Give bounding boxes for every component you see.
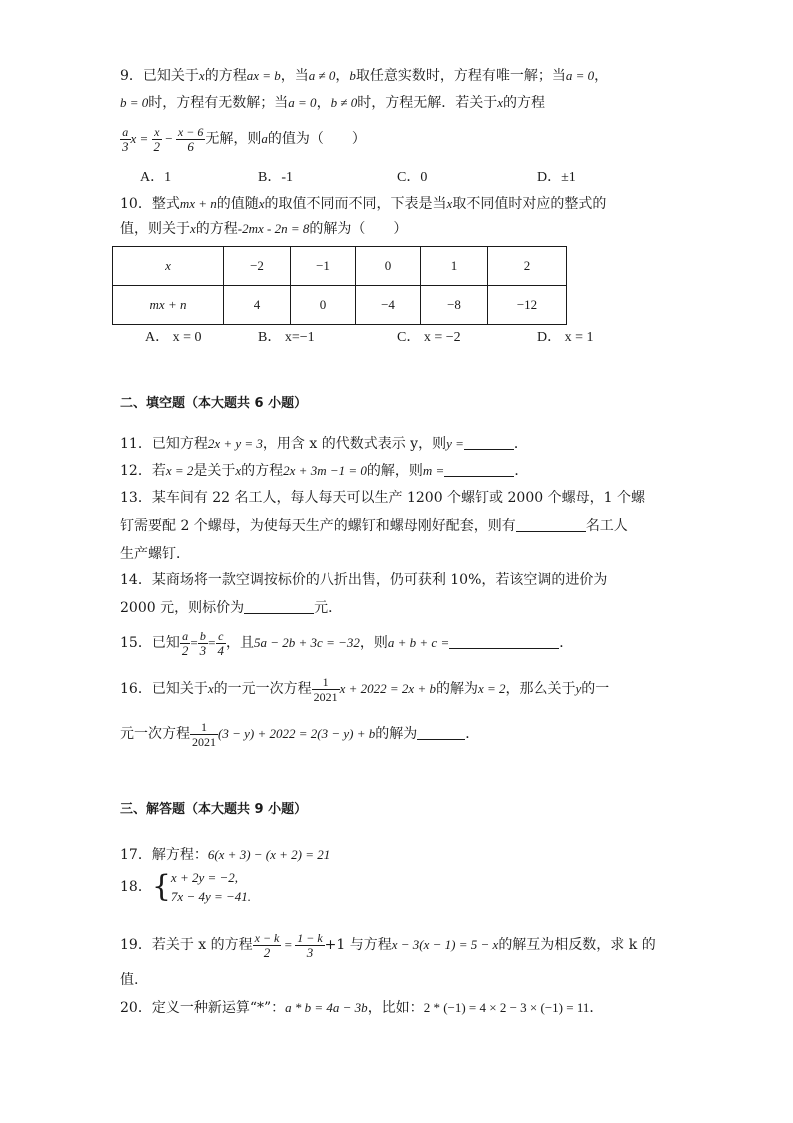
table-cell: 1: [421, 247, 488, 286]
option-d[interactable]: D．±1: [537, 170, 576, 185]
q19-line2: 值.: [120, 972, 139, 988]
table-cell: −8: [421, 286, 488, 325]
option-d[interactable]: D． x = 1: [537, 330, 594, 345]
text: 的解为: [375, 726, 418, 742]
fraction: $\frac{x - 6}{6}$: [177, 124, 204, 154]
equation: x − 3(x − 1) = 5 − x: [391, 937, 499, 952]
operator: =: [208, 635, 216, 650]
operator: =: [190, 635, 198, 650]
text: 的值随: [216, 196, 259, 212]
text: ，那么关于: [505, 681, 576, 697]
var: x: [190, 221, 196, 236]
q13-line3: 生产螺钉．: [120, 546, 190, 562]
condition: a = 0: [565, 68, 595, 83]
text: ，则: [359, 635, 388, 651]
text: 17．解方程：: [120, 847, 208, 863]
text: 11．已知方程: [120, 436, 208, 452]
var: y: [575, 681, 582, 696]
text: ，: [316, 95, 331, 111]
text: 15．已知: [120, 635, 180, 651]
table-cell: 0: [356, 247, 421, 286]
option-c[interactable]: C． x = −2: [397, 330, 461, 345]
operator: −: [162, 131, 176, 146]
text: ，比如：: [367, 1000, 424, 1016]
text: ，当: [280, 68, 309, 84]
table-cell: −4: [356, 286, 421, 325]
text: ．: [465, 726, 480, 742]
example: 2 * (−1) = 4 × 2 − 3 × (−1) = 11: [423, 1000, 590, 1015]
fraction: $\frac{1 - k}{3}$: [297, 930, 323, 960]
q19-line1: [120, 927, 656, 963]
q14-line2: [120, 598, 342, 618]
table-cell: 0: [291, 286, 356, 325]
condition: b = 0: [120, 95, 149, 110]
equation: 2x + y = 3: [207, 436, 263, 451]
q10-line2: [120, 219, 407, 239]
equation: 2x + 3m −1 = 0: [283, 463, 367, 478]
q9-options: [0, 166, 793, 186]
option-a[interactable]: A． x = 0: [145, 330, 202, 345]
var: x: [446, 196, 453, 211]
equation: 6(x + 3) − (x + 2) = 21: [207, 847, 331, 862]
table-cell: −1: [291, 247, 356, 286]
condition: a ≠ 0: [308, 68, 336, 83]
brace-icon: {: [151, 869, 171, 904]
text: 16．已知关于: [120, 681, 208, 697]
operator: =: [281, 937, 296, 952]
section-heading-fill-in: 二、填空题（本大题共 6 小题）: [120, 396, 308, 411]
q17: [120, 845, 330, 865]
condition: 5a − 2b + 3c = −32: [254, 635, 360, 650]
var: x: [198, 68, 205, 83]
table-row: [113, 247, 567, 286]
text: 20．定义一种新运算“*”：: [120, 1000, 286, 1016]
text: 元．: [314, 600, 343, 616]
q10-line1: [120, 194, 606, 214]
fraction: $\frac{1}{2021}$: [313, 674, 338, 704]
fraction: $\frac{x}{2}$: [153, 124, 161, 154]
text: ．: [513, 436, 528, 452]
equation: -2mx - 2n = 8: [237, 221, 310, 236]
equation-part: a + b + c =: [387, 635, 450, 650]
text: 的取值不同而不同，下表是当: [264, 196, 447, 212]
answer-blank[interactable]: [444, 462, 514, 477]
fraction: $\frac{c}{4}$: [217, 628, 225, 658]
equation: ax = b: [246, 68, 281, 83]
text: 的方程: [241, 463, 284, 479]
text: 无解，则: [205, 131, 262, 147]
q14-line1: 14．某商场将一款空调按标价的八折出售，仍可获利 10%，若该空调的进价为: [120, 572, 608, 588]
text: 10．整式: [120, 196, 180, 212]
q16-line1: [120, 672, 609, 706]
var: x: [207, 681, 214, 696]
text: 的一元一次方程: [213, 681, 312, 697]
text: 取不同值时对应的整式的: [452, 196, 607, 212]
text: ，且: [226, 635, 255, 651]
table-cell: 4: [224, 286, 291, 325]
table-cell: 2: [488, 247, 567, 286]
text: ．: [514, 463, 529, 479]
table-row: [113, 286, 567, 325]
q13-line2: [120, 516, 628, 536]
text: 时，方程有无数解；当: [148, 95, 289, 111]
q11: [120, 434, 528, 454]
text: 2000 元，则标价为: [120, 600, 245, 616]
equation-part: m =: [422, 463, 445, 478]
text: 的解为: [435, 681, 478, 697]
var: x: [497, 95, 503, 110]
text: ．: [559, 635, 574, 651]
text: 时，方程无解．若关于: [357, 95, 498, 111]
fraction: $\frac{a}{3}$: [122, 124, 129, 154]
text: +1 与方程: [324, 937, 392, 953]
fraction: $\frac{b}{3}$: [199, 628, 207, 658]
var: b: [349, 68, 356, 83]
value-table: [112, 246, 567, 325]
text: 12．若: [120, 463, 166, 479]
table-header-cell: mx + n: [113, 286, 224, 325]
equation: (3 − y) + 2022 = 2(3 − y) + b: [218, 726, 376, 741]
var: a: [261, 131, 268, 146]
equation-part: y =: [446, 436, 464, 451]
text: 的值为（ ）: [267, 131, 366, 147]
option-c[interactable]: C．0: [397, 170, 428, 185]
table-cell: −12: [488, 286, 567, 325]
expression: mx + n: [179, 196, 217, 211]
option-b[interactable]: B．-1: [258, 170, 293, 185]
condition: x = 2: [165, 463, 194, 478]
text: 的解互为相反数，求 k 的: [498, 937, 656, 953]
answer-blank[interactable]: [417, 725, 465, 740]
equation: x + 2022 = 2x + b: [339, 681, 436, 696]
text: 元一次方程: [120, 726, 190, 742]
answer-blank[interactable]: [449, 634, 559, 649]
answer-blank[interactable]: [464, 435, 514, 450]
q12: [120, 461, 528, 481]
var: x: [235, 463, 242, 478]
condition: b ≠ 0: [330, 95, 358, 110]
condition: a = 0: [288, 95, 317, 110]
text: 19．若关于 x 的方程: [120, 937, 253, 953]
section-heading-solve: 三、解答题（本大题共 9 小题）: [120, 802, 308, 817]
q10-options: [0, 326, 793, 346]
fraction: $\frac{a}{2}$: [181, 628, 189, 658]
definition: a * b = 4a − 3b: [285, 1000, 368, 1015]
equation-part: x =: [130, 131, 152, 146]
text: 的方程: [195, 221, 238, 237]
equation: x + 2y = −2,: [170, 870, 239, 885]
q9-line1: [120, 66, 608, 86]
option-a[interactable]: A．1: [140, 170, 172, 185]
equation: 7x − 4y = −41.: [170, 889, 252, 904]
text: 名工人: [585, 518, 628, 534]
fraction: $\frac{1}{2021}$: [192, 719, 216, 749]
text: 的方程: [502, 95, 545, 111]
table-cell: −2: [224, 247, 291, 286]
text: 取任意实数时，方程有唯一解；当: [355, 68, 566, 84]
text: ，: [594, 68, 609, 84]
fraction: $\frac{x - k}{2}$: [254, 930, 280, 960]
q18: [120, 868, 251, 912]
text: 的解，则: [366, 463, 423, 479]
answer-blank[interactable]: [244, 599, 314, 614]
answer-blank[interactable]: [516, 517, 586, 532]
text: 钉需要配 2 个螺母，为使每天生产的螺钉和螺母刚好配套，则有: [120, 518, 516, 534]
option-b[interactable]: B． x=−1: [258, 330, 315, 345]
equation-system: [171, 868, 251, 906]
table-header-cell: x: [113, 247, 224, 286]
text: 9．已知关于: [120, 68, 199, 84]
q9-line2: [120, 93, 545, 113]
text: ，: [335, 68, 350, 84]
text: 的一: [581, 681, 610, 697]
q13-line1: 13．某车间有 22 名工人，每人每天可以生产 1200 个螺钉或 2000 个螺母，1 个螺: [120, 490, 645, 506]
solution: x = 2: [477, 681, 506, 696]
text: 的方程: [204, 68, 247, 84]
q9-line3: [120, 122, 366, 156]
text: ，用含 x 的代数式表示 y，则: [262, 436, 447, 452]
text: 的解为（ ）: [309, 221, 408, 237]
text: ．: [589, 1000, 604, 1016]
text: 18．: [120, 879, 152, 895]
q16-line2: [120, 717, 479, 751]
q20: [120, 998, 603, 1018]
q15: [120, 626, 573, 660]
text: 是关于: [193, 463, 236, 479]
var: x: [258, 196, 265, 211]
text: 值，则关于: [120, 221, 190, 237]
